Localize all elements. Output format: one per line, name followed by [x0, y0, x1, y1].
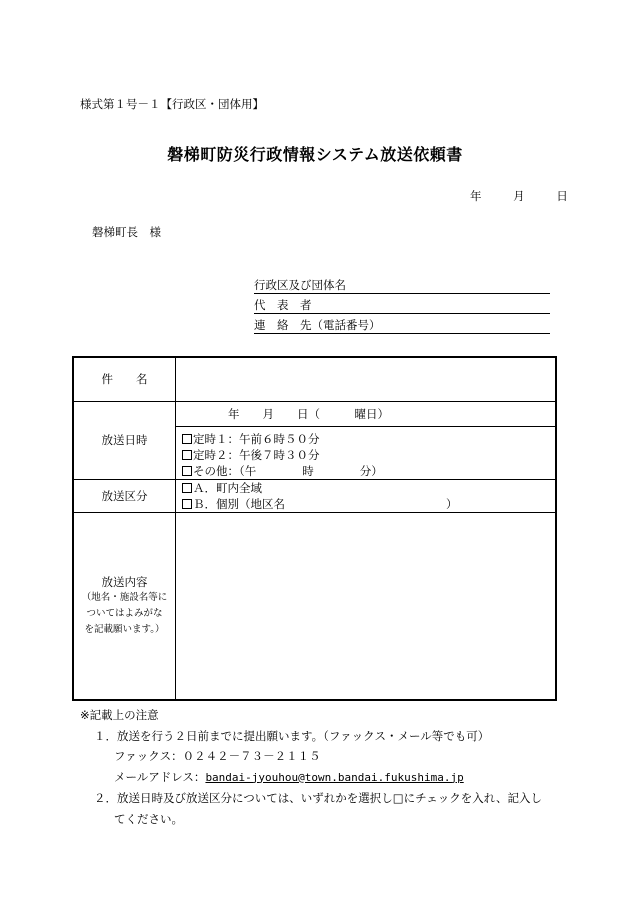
sender-representative-field [254, 298, 550, 314]
area-a-checkbox[interactable] [182, 483, 192, 493]
area-options [176, 480, 555, 512]
slot3-checkbox[interactable] [182, 466, 192, 476]
datetime-label: 放送日時 [73, 401, 176, 479]
content-note-2: ついてはよみがな [86, 607, 163, 619]
content-row [73, 512, 556, 700]
area-b-label: Ｂ．個別（地区名 ） [193, 496, 458, 511]
note-mail [80, 767, 560, 789]
subject-label: 件 名 [73, 357, 176, 401]
slot1-checkbox[interactable] [182, 434, 192, 444]
content-value [176, 512, 557, 700]
datetime-date: 年 月 日（ 曜日） [176, 402, 555, 427]
area-row [73, 479, 556, 512]
request-table [72, 356, 557, 701]
date-field [470, 188, 568, 204]
slot1-label: 定時１：午前６時５０分 [193, 431, 320, 446]
sender-representative-label: 代 表 者 [254, 298, 312, 312]
slot3-label: その他：（午 時 分） [193, 463, 383, 478]
subject-row [73, 357, 556, 401]
page-title: 磐梯町防災行政情報システム放送依頼書 [167, 145, 463, 164]
sender-group-name-field [254, 278, 550, 294]
datetime-options [176, 427, 555, 479]
note-mail-address[interactable]: bandai-jyouhou@town.bandai.fukushima.jp [205, 770, 464, 784]
area-b-checkbox[interactable] [182, 499, 192, 509]
note-mail-label: メールアドレス： [114, 769, 206, 784]
date-day: 日 [556, 189, 568, 203]
area-value [176, 479, 557, 512]
note-item-1: １．放送を行う２日前までに提出願います。（ファックス・メール等でも可） [94, 728, 490, 743]
slot2-label: 定時２：午後７時３０分 [193, 447, 320, 462]
date-month: 月 [513, 189, 525, 203]
datetime-row [73, 401, 556, 479]
note-item-2-line-1: ２．放送日時及び放送区分については、いずれかを選択し□にチェックを入れ、記入し [94, 791, 542, 805]
note-item-2-line-2: てください。 [114, 811, 183, 826]
sender-contact-field [254, 318, 550, 334]
content-note-3: を記載願います。） [84, 623, 165, 635]
form-number: 様式第１号－１【行政区・団体用】 [80, 97, 264, 111]
notes-section [80, 705, 560, 829]
slot2-checkbox[interactable] [182, 450, 192, 460]
area-a-label: Ａ．町内全域 [193, 480, 262, 495]
addressee: 磐梯町長 様 [92, 225, 161, 239]
datetime-value [176, 401, 557, 479]
sender-contact-label: 連 絡 先（電話番号） [254, 318, 381, 332]
notes-heading: ※記載上の注意 [80, 708, 159, 722]
area-label: 放送区分 [73, 479, 176, 512]
sender-group-name-label: 行政区及び団体名 [254, 278, 346, 292]
content-label: 放送内容 [101, 574, 148, 589]
date-year: 年 [470, 189, 482, 203]
subject-value [176, 357, 557, 401]
note-fax: ファックス：０２４２－７３－２１１５ [114, 749, 321, 763]
content-note-1: （地名・施設名等に [81, 591, 168, 603]
content-label-cell [73, 512, 176, 700]
